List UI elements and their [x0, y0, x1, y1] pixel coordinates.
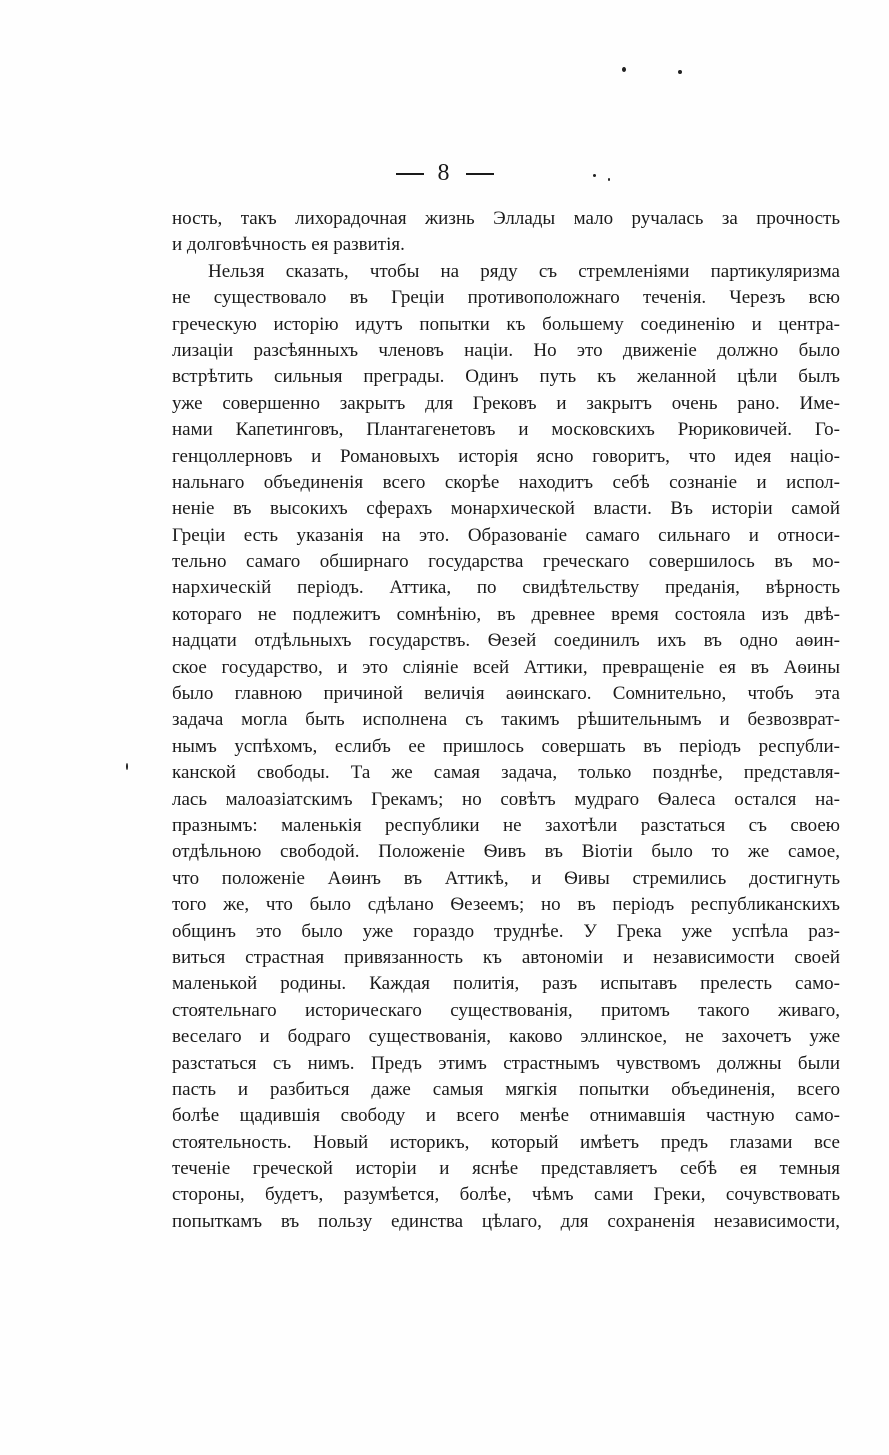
text-line: встрѣтить сильныя преграды. Одинъ путь къ желанной цѣли былъ: [172, 366, 840, 388]
text-line: лась малоазіатскимъ Грекамъ; но совѣтъ мудраго Ѳалеса остался на-: [172, 788, 840, 810]
text-line: было главною причиной величія аѳинскаго. Сомнительно, чтобъ эта: [172, 683, 840, 705]
text-line: попыткамъ въ пользу единства цѣлаго, для сохраненія независимости,: [172, 1210, 840, 1232]
text-line: что положеніе Аѳинъ въ Аттикѣ, и Ѳивы стремились достигнуть: [172, 867, 840, 889]
text-line: ность, такъ лихорадочная жизнь Эллады мало ручалась за прочность: [172, 208, 840, 229]
print-speck: [622, 67, 626, 72]
text-line: веселаго и бодраго существованія, каково эллинское, не захочетъ уже: [172, 1026, 840, 1048]
text-line: котораго не подлежитъ сомнѣнію, въ древнее время состояла изъ двѣ-: [172, 603, 840, 625]
page-number-header: [0, 160, 889, 187]
text-line: нами Капетинговъ, Плантагенетовъ и московскихъ Рюриковичей. Го-: [172, 419, 840, 441]
text-line: нымъ успѣхомъ, еслибъ ее пришлось совершать въ періодъ республи-: [172, 735, 840, 757]
text-line: празнымъ: маленькія республики не захотѣли разстаться съ своею: [172, 814, 840, 836]
text-line: не существовало въ Греціи противоположнаго теченія. Черезъ всю: [172, 287, 840, 309]
text-line: того же, что было сдѣлано Ѳезеемъ; но въ періодъ республиканскихъ: [172, 894, 840, 916]
text-line: ское государство, и это сліяніе всей Аттики, превращеніе ея въ Аѳины: [172, 656, 840, 678]
text-line: лизаціи разсѣянныхъ членовъ націи. Но это движеніе должно было: [172, 339, 840, 361]
text-line: общинъ это было уже гораздо труднѣе. У Грека уже успѣла раз-: [172, 920, 840, 942]
body-text: [172, 206, 840, 1235]
paragraph-first-line: Нельзя сказать, чтобы на ряду съ стремленіями партикуляризма: [208, 260, 840, 282]
text-line: стоятельнаго историческаго существованія, притомъ такого живаго,: [172, 999, 840, 1021]
text-line: тельно самаго обширнаго государства греческаго совершилось въ мо-: [172, 551, 840, 573]
text-line: пасть и разбиться даже самыя мягкія попытки объединенія, всего: [172, 1078, 840, 1100]
text-line: разстаться съ нимъ. Предъ этимъ страстнымъ чувствомъ должны были: [172, 1052, 840, 1074]
print-speck: [678, 70, 682, 74]
text-line: генцоллерновъ и Романовыхъ исторія ясно говоритъ, что идея націо-: [172, 445, 840, 467]
page-number: 8: [437, 160, 452, 186]
text-line: болѣе щадившія свободу и всего менѣе отнимавшія частную само-: [172, 1105, 840, 1127]
text-line: надцати отдѣльныхъ государствъ. Ѳезей соединилъ ихъ въ одно аѳин-: [172, 630, 840, 652]
text-line: нальнаго объединенія всего скорѣе находитъ себѣ сознаніе и испол-: [172, 471, 840, 493]
right-dash: [466, 173, 494, 175]
text-line: Греціи есть указанія на это. Образованіе самаго сильнаго и относи-: [172, 524, 840, 546]
text-line: стоятельность. Новый историкъ, который имѣетъ предъ глазами все: [172, 1131, 840, 1153]
text-line: маленькой родины. Каждая политія, разъ испытавъ прелесть само-: [172, 973, 840, 995]
text-line: канской свободы. Та же самая задача, только позднѣе, представля-: [172, 762, 840, 784]
text-line: нархическій періодъ. Аттика, по свидѣтельству преданія, вѣрность: [172, 577, 840, 599]
text-line: стороны, будетъ, разумѣется, болѣе, чѣмъ сами Греки, сочувствовать: [172, 1184, 840, 1206]
text-line: уже совершенно закрытъ для Грековъ и закрытъ очень рано. Име-: [172, 392, 840, 414]
text-line: греческую исторію идутъ попытки къ большему соединенію и центра-: [172, 313, 840, 335]
text-line: неніе въ высокихъ сферахъ монархической власти. Въ исторіи самой: [172, 498, 840, 520]
text-line: виться страстная привязанность къ автономіи и независимости своей: [172, 946, 840, 968]
text-line: и долговѣчность ея развитія.: [172, 234, 405, 256]
print-speck: [126, 763, 128, 770]
left-dash: [396, 173, 424, 175]
text-line: теченіе греческой исторіи и яснѣе представляетъ себѣ ея темныя: [172, 1158, 840, 1180]
text-line: задача могла быть исполнена съ такимъ рѣшительнымъ и безвозврат-: [172, 709, 840, 731]
text-line: отдѣльною свободой. Положеніе Ѳивъ въ Віотіи было то же самое,: [172, 841, 840, 863]
